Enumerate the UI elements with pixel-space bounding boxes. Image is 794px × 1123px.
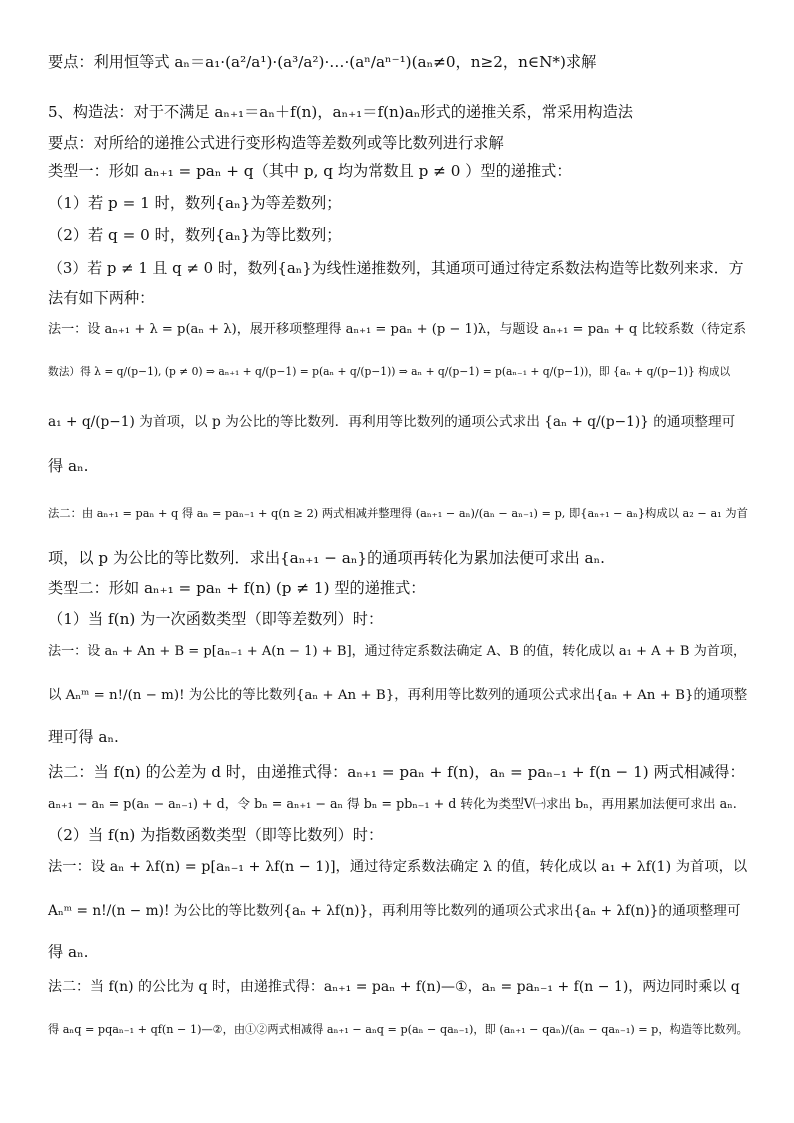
text-line-11: a₁ + q/(p−1) 为首项，以 p 为公比的等比数列．再利用等比数列的通项公式求出 {aₙ + q/(p−1)} 的通项整理可 [48, 414, 736, 430]
text-line-18: 以 Aₙᵐ = n!/(n − m)! 为公比的等比数列{aₙ + An + B}，再利用等比数列的通项公式求出{aₙ + An + B}的通项整 [48, 688, 748, 703]
text-line-22: （2）当 f(n) 为指数函数类型（即等比数列）时： [48, 826, 384, 844]
text-line-15: 类型二：形如 aₙ₊₁ = paₙ + f(n) (p ≠ 1) 型的递推式： [48, 579, 426, 597]
text-line-25: 得 aₙ. [48, 943, 89, 961]
text-line-20: 法二：当 f(n) 的公差为 d 时，由递推式得：aₙ₊₁ = paₙ + f(n)，aₙ = paₙ₋₁ + f(n − 1) 两式相减得： [48, 763, 745, 781]
text-line-8: 法有如下两种： [48, 289, 155, 307]
text-line-4: 类型一：形如 aₙ₊₁ = paₙ + q（其中 p, q 均为常数且 p ≠ 0 ）型的递推式： [48, 162, 572, 180]
text-line-17: 法一：设 aₙ + An + B = p[aₙ₋₁ + A(n − 1) + B]，通过待定系数法确定 A、B 的值，转化成以 a₁ + A + B 为首项， [48, 644, 747, 659]
text-line-6: （2）若 q = 0 时，数列{aₙ}为等比数列； [48, 226, 342, 244]
text-line-13: 法二：由 aₙ₊₁ = paₙ + q 得 aₙ = paₙ₋₁ + q(n ≥ 2) 两式相减并整理得 (aₙ₊₁ − aₙ)/(aₙ − aₙ₋₁) = p, 即{aₙ₊₁ − aₙ}构成以 a₂ − a₁ 为首 [48, 507, 748, 520]
text-line-5: （1）若 p = 1 时，数列{aₙ}为等差数列； [48, 194, 342, 212]
text-line-9: 法一：设 aₙ₊₁ + λ = p(aₙ + λ)，展开移项整理得 aₙ₊₁ = paₙ + (p − 1)λ，与题设 aₙ₊₁ = paₙ + q 比较系数（待定系 [48, 322, 747, 337]
text-line-24: Aₙᵐ = n!/(n − m)! 为公比的等比数列{aₙ + λf(n)}，再利用等比数列的通项公式求出{aₙ + λf(n)}的通项整理可 [48, 903, 741, 919]
text-line-12: 得 aₙ. [48, 457, 89, 475]
text-line-2: 5、构造法：对于不满足 aₙ₊₁＝aₙ＋f(n)，aₙ₊₁＝f(n)aₙ形式的递推关系，常采用构造法 [48, 103, 633, 121]
text-line-19: 理可得 aₙ. [48, 728, 119, 746]
text-line-7: （3）若 p ≠ 1 且 q ≠ 0 时，数列{aₙ}为线性递推数列，其通项可通过待定系数法构造等比数列来求．方 [48, 259, 744, 277]
text-line-14: 项，以 p 为公比的等比数列．求出{aₙ₊₁ − aₙ}的通项再转化为累加法便可求出 aₙ. [48, 549, 605, 567]
text-line-16: （1）当 f(n) 为一次函数类型（即等差数列）时： [48, 610, 384, 628]
text-line-26: 法二：当 f(n) 的公比为 q 时，由递推式得：aₙ₊₁ = paₙ + f(n)—①，aₙ = paₙ₋₁ + f(n − 1)，两边同时乘以 q [48, 979, 740, 995]
text-line-10: 数法）得 λ = q/(p−1), (p ≠ 0) ⇒ aₙ₊₁ + q/(p−1) = p(aₙ + q/(p−1)) ⇒ aₙ + q/(p−1) = p(aₙ₋₁ + q/(p−1))，即 {aₙ + q/(p−1)} 构成以 [48, 365, 731, 378]
text-line-1: 要点：利用恒等式 aₙ＝a₁·(a²/a¹)·(a³/a²)·…·(aⁿ/aⁿ⁻¹)(aₙ≠0，n≥2，n∈N*)求解 [48, 53, 597, 71]
text-line-3: 要点：对所给的递推公式进行变形构造等差数列或等比数列进行求解 [48, 134, 504, 152]
text-line-23: 法一：设 aₙ + λf(n) = p[aₙ₋₁ + λf(n − 1)]，通过待定系数法确定 λ 的值，转化成以 a₁ + λf(1) 为首项，以 [48, 859, 748, 875]
text-line-21: aₙ₊₁ − aₙ = p(aₙ − aₙ₋₁) + d，令 bₙ = aₙ₊₁ − aₙ 得 bₙ = pbₙ₋₁ + d 转化为类型Ⅴ㈠求出 bₙ，再用累加法便可求出 aₙ. [48, 796, 737, 811]
text-line-27: 得 aₙq = pqaₙ₋₁ + qf(n − 1)—②，由①②两式相减得 aₙ₊₁ − aₙq = p(aₙ − qaₙ₋₁)，即 (aₙ₊₁ − qaₙ)/(aₙ − qaₙ₋₁) = p，构造等比数列。 [48, 1023, 748, 1036]
